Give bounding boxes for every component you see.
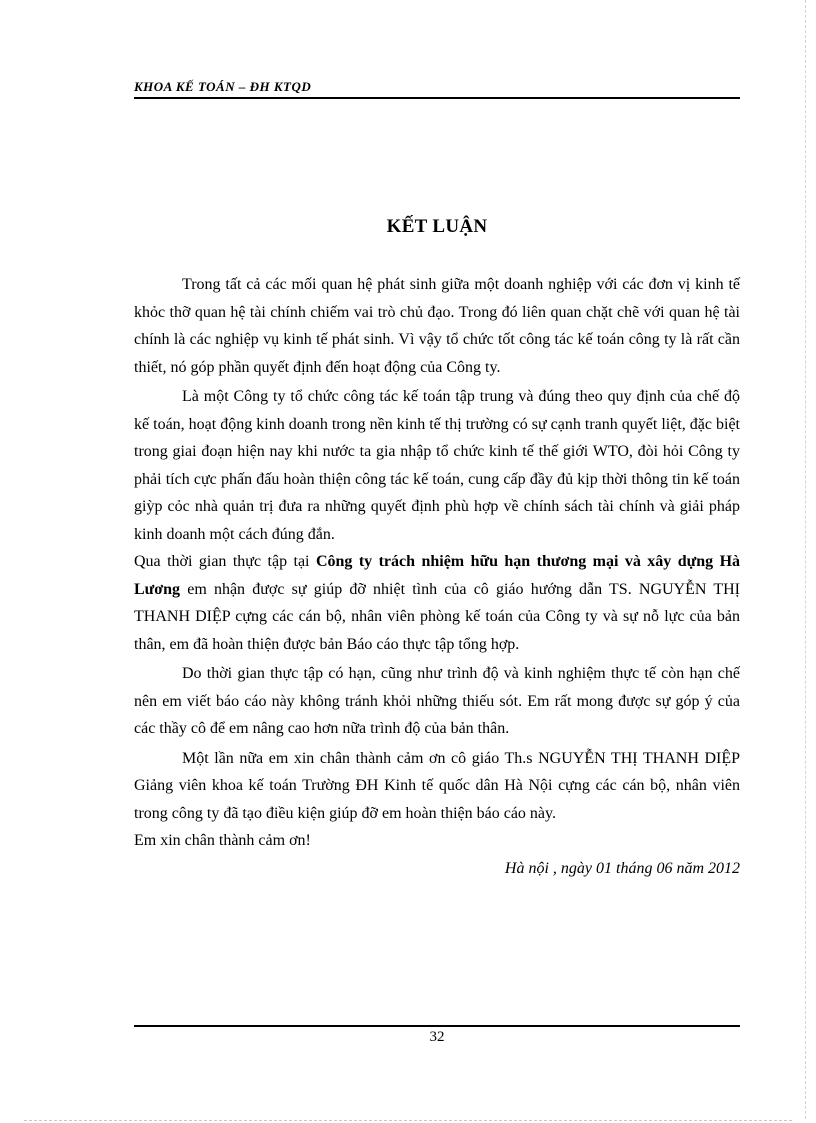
paragraph-3-intro: Qua thời gian thực tập tại <box>134 553 316 570</box>
page-number: 32 <box>429 1029 445 1045</box>
footer-rule <box>134 1025 740 1027</box>
date-line: Hà nội , ngày 01 tháng 06 năm 2012 <box>504 859 740 877</box>
paragraph-2: Là một Công ty tổ chức công tác kế toán tập trung và đúng theo quy định của chế độ kế toán, hoạt động kinh doanh trong nền kinh tế thị trường có sự cạnh tranh quyết liệt, đặc biệt trong giai đoạn hiện nay khi nước ta gia nhập tổ chức kinh tế thế giới WTO, đòi hỏi Công ty phải tích cực phấn đấu hoàn thiện công tác kế toán, cung cấp đầy đủ kịp thời thông tin kế toán giỳp cỏc nhà quản trị đưa ra những quyết định phù hợp về chính sách tài chính và giải pháp kinh doanh một cách đúng đắn. <box>134 388 740 543</box>
paragraph-5: Một lần nữa em xin chân thành cảm ơn cô giáo Th.s NGUYỄN THỊ THANH DIỆP Giảng viên khoa kế toán Trường ĐH Kinh tế quốc dân Hà Nội cựng các cán bộ, nhân viên trong công ty đã tạo điều kiện giúp đỡ em hoàn thiện báo cáo này. <box>134 749 740 822</box>
document-body <box>134 271 740 882</box>
company-name: Công ty trách nhiệm hữu hạn thương mại và xây dựng Hà Lương <box>134 553 741 598</box>
page-title: KẾT LUẬN <box>386 216 488 237</box>
right-page-edge <box>805 0 806 1119</box>
paragraph-3 <box>134 548 740 658</box>
paragraph-4: Do thời gian thực tập có hạn, cũng như trình độ và kinh nghiệm thực tế còn hạn chế nên em viết báo cáo này không tránh khỏi những thiếu sót. Em rất mong được sự góp ý của các thầy cô để em nâng cao hơn nữa trình độ của bản thân. <box>134 665 740 737</box>
paragraph-3-rest: em nhận được sự giúp đỡ nhiệt tình của cô giáo hướng dẫn TS. NGUYỄN THỊ THANH DIỆP cựng các cán bộ, nhân viên phòng kế toán của Công ty và sự nỗ lực của bản thân, em đã hoàn thiện được bản Báo cáo thực tập tổng hợp. <box>134 580 740 653</box>
bottom-page-edge <box>24 1120 792 1121</box>
paragraph-6: Em xin chân thành cảm ơn! <box>134 832 311 849</box>
page-header <box>134 75 740 99</box>
header-text: KHOA KẾ TOÁN – ĐH KTQD <box>134 79 312 94</box>
paragraph-1: Trong tất cả các mối quan hệ phát sinh giữa một doanh nghiệp với các đơn vị kinh tế khỏc thỡ quan hệ tài chính chiếm vai trò chủ đạo. Trong đó liên quan chặt chẽ với quan hệ tài chính là các nghiệp vụ kinh tế phát sinh. Vì vậy tổ chức tốt công tác kế toán công ty là rất cần thiết, nó góp phần quyết định đến hoạt động của Công ty. <box>134 276 740 376</box>
